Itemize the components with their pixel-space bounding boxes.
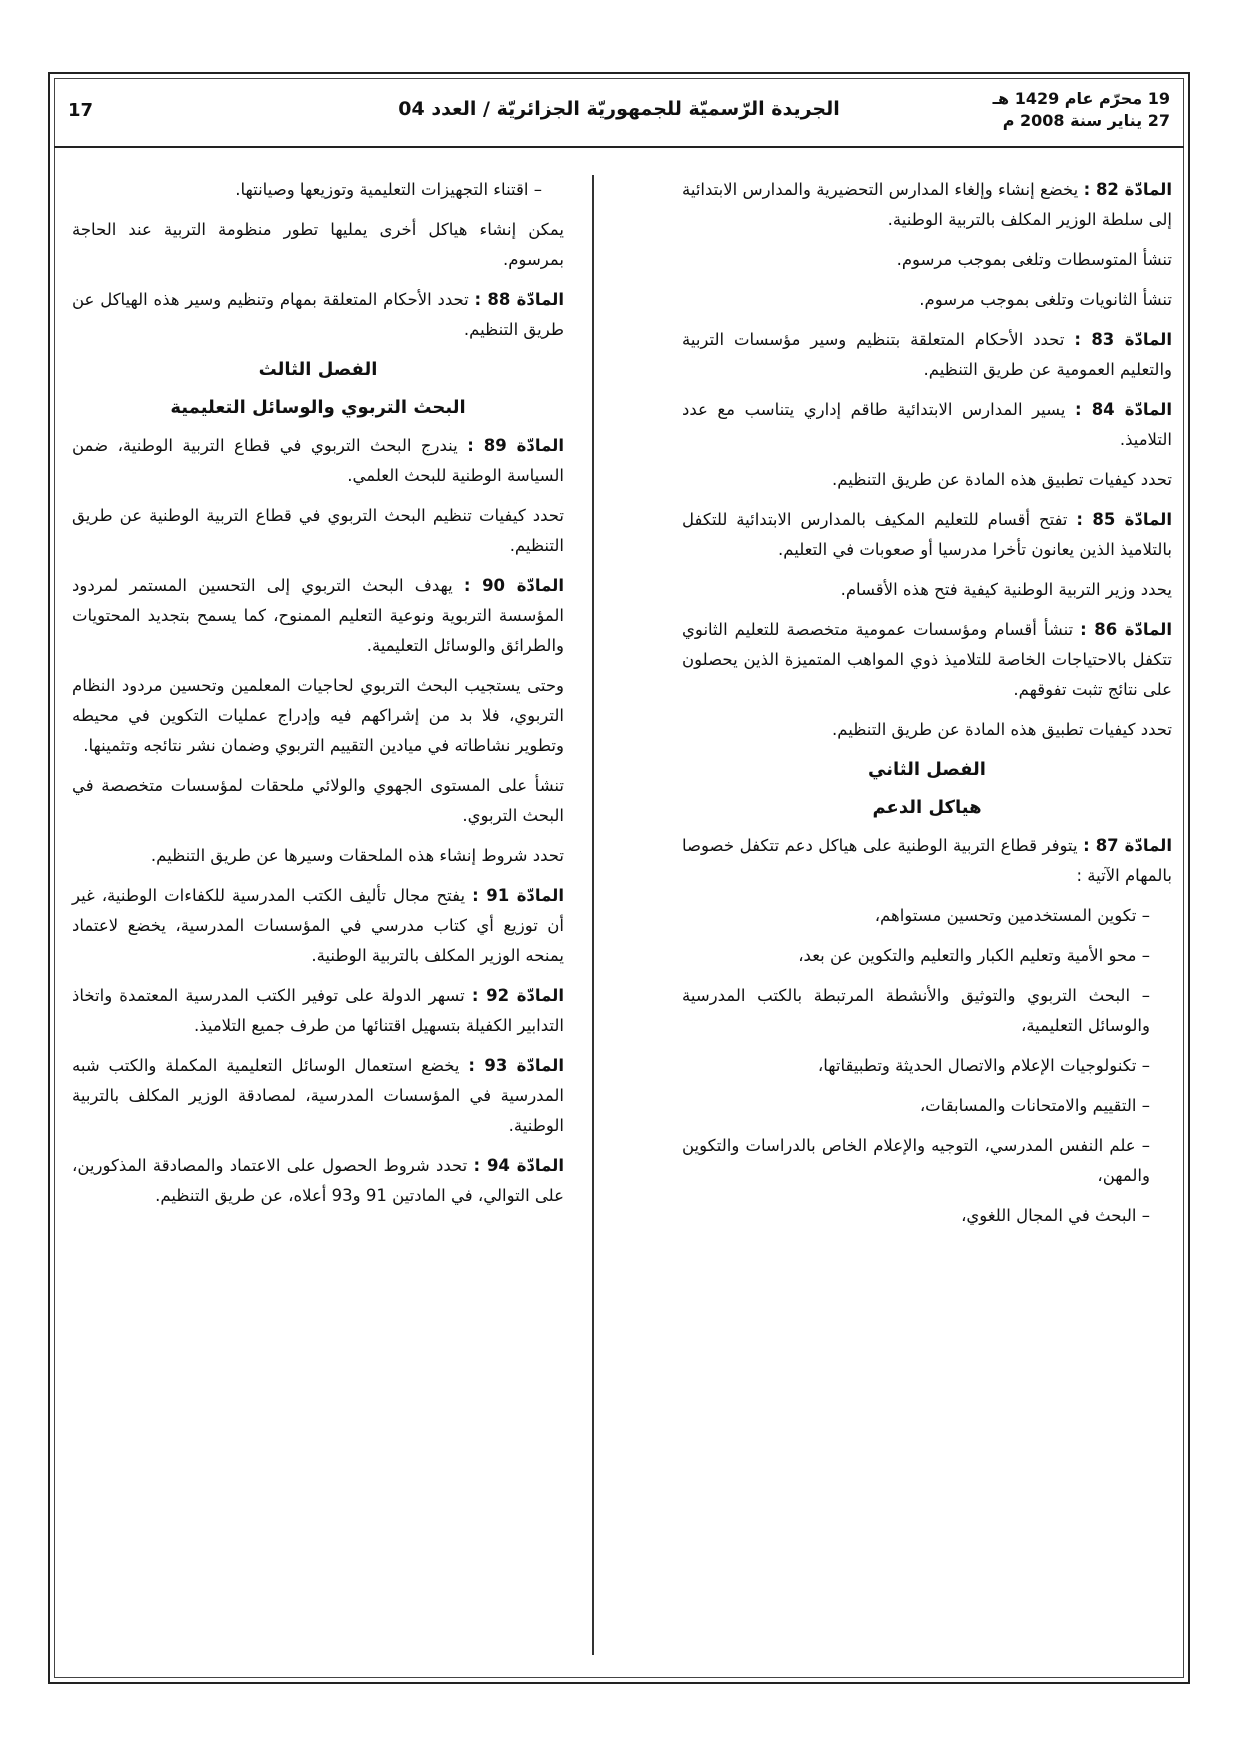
paragraph: يمكن إنشاء هياكل أخرى يمليها تطور منظومة التربية عند الحاجة بمرسوم. bbox=[72, 220, 564, 269]
article-paragraph bbox=[682, 615, 1172, 705]
article-paragraph bbox=[72, 431, 564, 491]
article-label: المادّة 83 : bbox=[1074, 330, 1173, 349]
article-paragraph bbox=[72, 1151, 564, 1211]
article-paragraph bbox=[72, 285, 564, 345]
list-item: – التقييم والامتحانات والمسابقات، bbox=[919, 1096, 1150, 1115]
paragraph: تنشأ المتوسطات وتلغى بموجب مرسوم. bbox=[896, 250, 1172, 269]
list-item: – البحث في المجال اللغوي، bbox=[961, 1206, 1150, 1225]
paragraph: وحتى يستجيب البحث التربوي لحاجيات المعلمين وتحسين مردود النظام التربوي، فلا بد من إشراكهم فيه وإدراج عمليات التكوين في محيطه وتطوير نشاطاته في ميادين التقييم التربوي وضمان نشر نتائجه وتثمينها. bbox=[72, 676, 564, 755]
article-label: المادّة 84 : bbox=[1075, 400, 1173, 419]
article-label: المادّة 91 : bbox=[472, 886, 565, 905]
article-label: المادّة 92 : bbox=[471, 986, 565, 1005]
section-heading: البحث التربوي والوسائل التعليمية bbox=[170, 397, 466, 418]
paragraph: تحدد كيفيات تطبيق هذه المادة عن طريق التنظيم. bbox=[831, 470, 1172, 489]
article-paragraph bbox=[682, 395, 1172, 455]
paragraph: يحدد وزير التربية الوطنية كيفية فتح هذه الأقسام. bbox=[840, 580, 1172, 599]
section-heading: هياكل الدعم bbox=[872, 797, 982, 818]
article-paragraph bbox=[72, 571, 564, 661]
list-item: – تكنولوجيات الإعلام والاتصال الحديثة وتطبيقاتها، bbox=[817, 1056, 1150, 1075]
article-label: المادّة 90 : bbox=[463, 576, 565, 595]
article-label: المادّة 93 : bbox=[468, 1056, 564, 1075]
article-text: تحدد شروط الحصول على الاعتماد والمصادقة المذكورين، على التوالي، في المادتين 91 و93 أعلاه، عن طريق التنظيم. bbox=[72, 1156, 564, 1205]
article-label: المادّة 89 : bbox=[467, 436, 565, 455]
header-date-gregorian: 27 يناير سنة 2008 م bbox=[1002, 111, 1170, 130]
article-paragraph bbox=[682, 831, 1172, 891]
paragraph: تنشأ الثانويات وتلغى بموجب مرسوم. bbox=[919, 290, 1172, 309]
article-paragraph bbox=[72, 881, 564, 971]
article-text: يندرج البحث التربوي في قطاع التربية الوطنية، ضمن السياسة الوطنية للبحث العلمي. bbox=[72, 436, 564, 485]
article-text: يفتح مجال تأليف الكتب المدرسية للكفاءات الوطنية، غير أن توزيع أي كتاب مدرسي في المؤسسات المدرسية، يخضع لاعتماد يمنحه الوزير المكلف بالتربية الوطنية. bbox=[72, 886, 564, 965]
list-item: – تكوين المستخدمين وتحسين مستواهم، bbox=[874, 906, 1150, 925]
article-paragraph bbox=[682, 505, 1172, 565]
article-label: المادّة 88 : bbox=[474, 290, 564, 309]
article-paragraph bbox=[682, 175, 1172, 235]
article-text: تحدد الأحكام المتعلقة بمهام وتنظيم وسير هذه الهياكل عن طريق التنظيم. bbox=[72, 290, 564, 339]
section-heading: الفصل الثالث bbox=[258, 359, 378, 380]
column-divider bbox=[592, 175, 594, 1655]
page-header bbox=[54, 78, 1184, 148]
list-item: – علم النفس المدرسي، التوجيه والإعلام الخاص بالدراسات والتكوين والمهن، bbox=[682, 1136, 1150, 1185]
article-text: تفتح أقسام للتعليم المكيف بالمدارس الابتدائية للتكفل بالتلاميذ الذين يعانون تأخرا مدرسيا أو صعوبات في التعليم. bbox=[682, 510, 1172, 559]
list-item: – محو الأمية وتعليم الكبار والتعليم والتكوين عن بعد، bbox=[798, 946, 1150, 965]
article-text: يخضع إنشاء وإلغاء المدارس التحضيرية والمدارس الابتدائية إلى سلطة الوزير المكلف بالتربية الوطنية. bbox=[682, 180, 1172, 229]
article-paragraph bbox=[72, 981, 564, 1041]
article-text: يهدف البحث التربوي إلى التحسين المستمر لمردود المؤسسة التربوية ونوعية التعليم الممنوح، كما يسمح بتجديد المحتويات والطرائق والوسائل التعليمية. bbox=[72, 576, 564, 655]
article-label: المادّة 94 : bbox=[473, 1156, 565, 1175]
article-text: يسير المدارس الابتدائية طاقم إداري يتناسب مع عدد التلاميذ. bbox=[682, 400, 1172, 449]
article-text: تنشأ أقسام ومؤسسات عمومية متخصصة للتعليم الثانوي تتكفل بالاحتياجات الخاصة للتلاميذ ذوي المواهب المتميزة الذين يحصلون على نتائج تثبت تفوقهم. bbox=[682, 620, 1172, 699]
page-number: 17 bbox=[68, 100, 94, 121]
paragraph: تنشأ على المستوى الجهوي والولائي ملحقات لمؤسسات متخصصة في البحث التربوي. bbox=[72, 776, 564, 825]
paragraph: تحدد كيفيات تطبيق هذه المادة عن طريق التنظيم. bbox=[831, 720, 1172, 739]
article-label: المادّة 82 : bbox=[1083, 180, 1172, 199]
article-text: تحدد الأحكام المتعلقة بتنظيم وسير مؤسسات التربية والتعليم العمومية عن طريق التنظيم. bbox=[682, 330, 1172, 379]
paragraph: تحدد شروط إنشاء هذه الملحقات وسيرها عن طريق التنظيم. bbox=[150, 846, 564, 865]
header-date-hijri: 19 محرّم عام 1429 هـ bbox=[992, 89, 1170, 108]
list-item: – اقتناء التجهيزات التعليمية وتوزيعها وصيانتها. bbox=[235, 180, 542, 199]
paragraph: تحدد كيفيات تنظيم البحث التربوي في قطاع التربية الوطنية عن طريق التنظيم. bbox=[72, 506, 564, 555]
article-label: المادّة 85 : bbox=[1076, 510, 1173, 529]
article-label: المادّة 86 : bbox=[1080, 620, 1173, 639]
left-column bbox=[72, 175, 564, 1221]
header-title: الجريدة الرّسميّة للجمهوريّة الجزائريّة / العدد 04 bbox=[398, 98, 840, 120]
list-item: – البحث التربوي والتوثيق والأنشطة المرتبطة بالكتب المدرسية والوسائل التعليمية، bbox=[682, 986, 1150, 1035]
article-paragraph bbox=[72, 1051, 564, 1141]
right-column bbox=[682, 175, 1172, 1241]
article-text: تسهر الدولة على توفير الكتب المدرسية المعتمدة واتخاذ التدابير الكفيلة بتسهيل اقتنائها من طرف جميع التلاميذ. bbox=[72, 986, 564, 1035]
article-text: يتوفر قطاع التربية الوطنية على هياكل دعم تتكفل خصوصا بالمهام الآتية : bbox=[682, 836, 1172, 885]
article-text: يخضع استعمال الوسائل التعليمية المكملة والكتب شبه المدرسية في المؤسسات المدرسية، لمصادقة الوزير المكلف بالتربية الوطنية. bbox=[72, 1056, 564, 1135]
article-paragraph bbox=[682, 325, 1172, 385]
section-heading: الفصل الثاني bbox=[868, 759, 986, 780]
article-label: المادّة 87 : bbox=[1083, 836, 1173, 855]
